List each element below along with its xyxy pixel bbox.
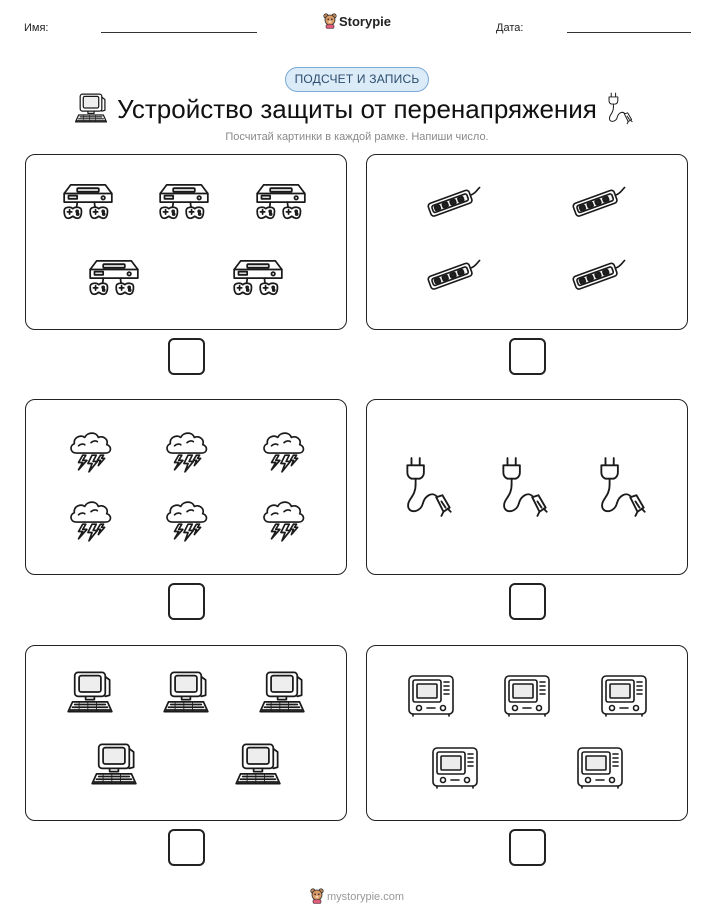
computer-icon bbox=[234, 741, 282, 787]
answer-box-power-cords[interactable] bbox=[509, 583, 546, 620]
answer-box-microwaves[interactable] bbox=[509, 829, 546, 866]
counting-panel-microwaves bbox=[366, 645, 688, 821]
power-cord-title-icon bbox=[605, 92, 635, 126]
power-cord-icon bbox=[402, 456, 454, 520]
microwave-icon bbox=[600, 673, 648, 719]
storm-cloud-icon bbox=[259, 496, 307, 544]
footer-url[interactable]: mystorypie.com bbox=[326, 891, 405, 903]
name-line[interactable] bbox=[101, 32, 257, 33]
game-console-icon bbox=[232, 254, 284, 298]
answer-box-storm-clouds[interactable] bbox=[168, 583, 205, 620]
bear-logo-icon bbox=[310, 888, 324, 904]
power-cord-icon bbox=[596, 456, 648, 520]
storm-cloud-icon bbox=[259, 427, 307, 475]
computer-icon bbox=[90, 741, 138, 787]
brand-name: Storypie bbox=[338, 14, 391, 29]
game-console-icon bbox=[255, 178, 307, 222]
game-console-icon bbox=[62, 178, 114, 222]
microwave-icon bbox=[431, 745, 479, 791]
power-strip-icon bbox=[571, 258, 631, 292]
game-console-icon bbox=[158, 178, 210, 222]
name-label: Имя: bbox=[24, 22, 49, 34]
storm-cloud-icon bbox=[66, 496, 114, 544]
microwave-icon bbox=[407, 673, 455, 719]
microwave-icon bbox=[576, 745, 624, 791]
counting-panel-storm-clouds bbox=[25, 399, 347, 575]
power-strip-icon bbox=[571, 185, 631, 219]
microwave-icon bbox=[503, 673, 551, 719]
bear-logo-icon bbox=[323, 13, 337, 29]
storm-cloud-icon bbox=[66, 427, 114, 475]
computer-icon bbox=[66, 669, 114, 715]
answer-box-power-strips[interactable] bbox=[509, 338, 546, 375]
counting-panel-power-strips bbox=[366, 154, 688, 330]
page-title: Устройство защиты от перенапряжения bbox=[117, 94, 597, 124]
power-strip-icon bbox=[426, 258, 486, 292]
power-strip-icon bbox=[426, 185, 486, 219]
game-console-icon bbox=[88, 254, 140, 298]
date-line[interactable] bbox=[567, 32, 691, 33]
storm-cloud-icon bbox=[162, 496, 210, 544]
brand-logo bbox=[0, 13, 714, 29]
instructions: Посчитай картинки в каждой рамке. Напиши число. bbox=[225, 131, 489, 143]
power-cord-icon bbox=[498, 456, 550, 520]
footer bbox=[0, 888, 714, 904]
date-label: Дата: bbox=[496, 22, 524, 34]
storm-cloud-icon bbox=[162, 427, 210, 475]
computer-icon bbox=[162, 669, 210, 715]
activity-badge: ПОДСЧЕТ И ЗАПИСЬ bbox=[285, 67, 429, 92]
answer-box-consoles[interactable] bbox=[168, 338, 205, 375]
answer-box-computers[interactable] bbox=[168, 829, 205, 866]
computer-icon bbox=[258, 669, 306, 715]
